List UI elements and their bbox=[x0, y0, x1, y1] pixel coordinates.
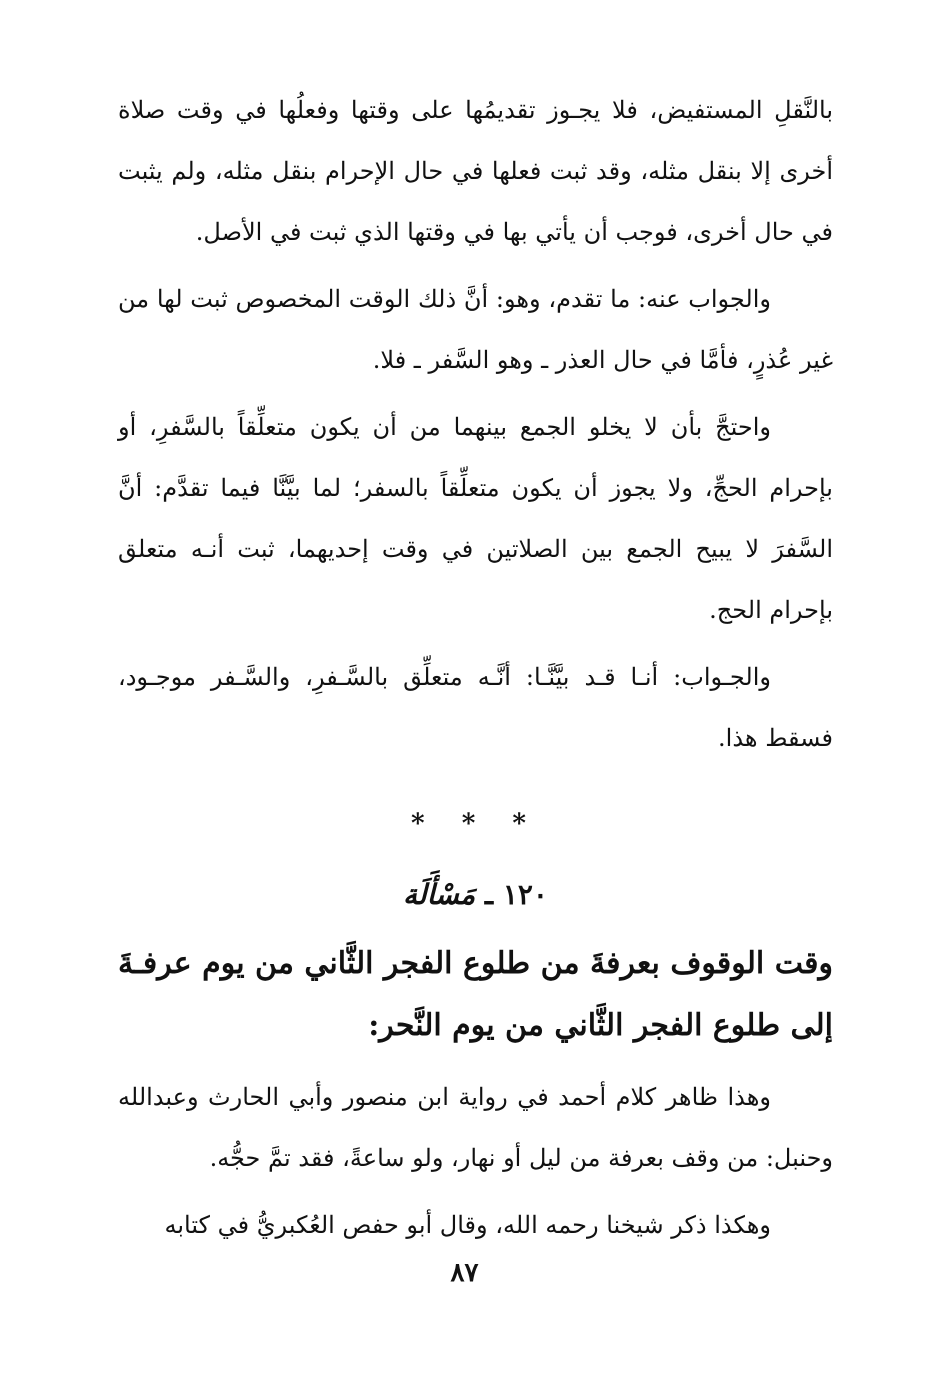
issue-heading bbox=[118, 875, 833, 915]
paragraph-4: والجـواب: أنـا قـد بيَّنَّـا: أنَّـه متعلِّق بالسَّـفرِ، والسَّـفر موجـود، فسقط هذا. bbox=[118, 663, 833, 752]
ruling-heading: وقت الوقوف بعرفةَ من طلوع الفجر الثَّاني من يوم عرفـةَ إلى طلوع الفجر الثَّاني من يوم النَّحر: bbox=[118, 946, 833, 1043]
page-content bbox=[118, 80, 833, 1256]
issue-label: مَسْأَلَة bbox=[403, 878, 476, 911]
page-number: ٨٧ bbox=[450, 1258, 479, 1288]
paragraph-3: واحتجَّ بأن لا يخلو الجمع بينهما من أن يكون متعلِّقاً بالسَّفرِ، أو بإحرام الحجِّ، ولا يجوز أن يكون متعلِّقاً بالسفر؛ لما بيَّنَّا فيما تقدَّم: أنَّ السَّفرَ لا يبيح الجمع بين الصلاتين في وقت إحديهما، ثبت أنـه متعلق بإحرام الحج. bbox=[118, 413, 833, 624]
body-paragraph-2: وهكذا ذكر شيخنا رحمه الله، وقال أبو حفص العُكبريُّ في كتابه bbox=[164, 1211, 771, 1239]
body-paragraph-1: وهذا ظاهر كلام أحمد في رواية ابن منصور وأبي الحارث وعبدالله وحنبل: من وقف بعرفة من ليل أو نهار، ولو ساعةً، فقد تمَّ حجُّه. bbox=[118, 1083, 833, 1172]
section-separator: * * * bbox=[411, 809, 540, 839]
paragraph-1: بالنَّقلِ المستفيض، فلا يجـوز تقديمُها على وقتها وفعلُها في وقت صلاة أخرى إلا بنقل مثله، وقد ثبت فعلها في حال الإحرام بنقل مثله، ولم يثبت في حال أخرى، فوجب أن يأتي بها في وقتها الذي ثبت في الأصل. bbox=[118, 96, 833, 246]
issue-number: ١٢٠ ـ bbox=[484, 878, 548, 911]
body-section bbox=[118, 1067, 833, 1256]
paragraph-2: والجواب عنه: ما تقدم، وهو: أنَّ ذلك الوقت المخصوص ثبت لها من غير عُذرٍ، فأمَّا في حال العذر ـ وهو السَّفر ـ فلا. bbox=[118, 285, 833, 374]
